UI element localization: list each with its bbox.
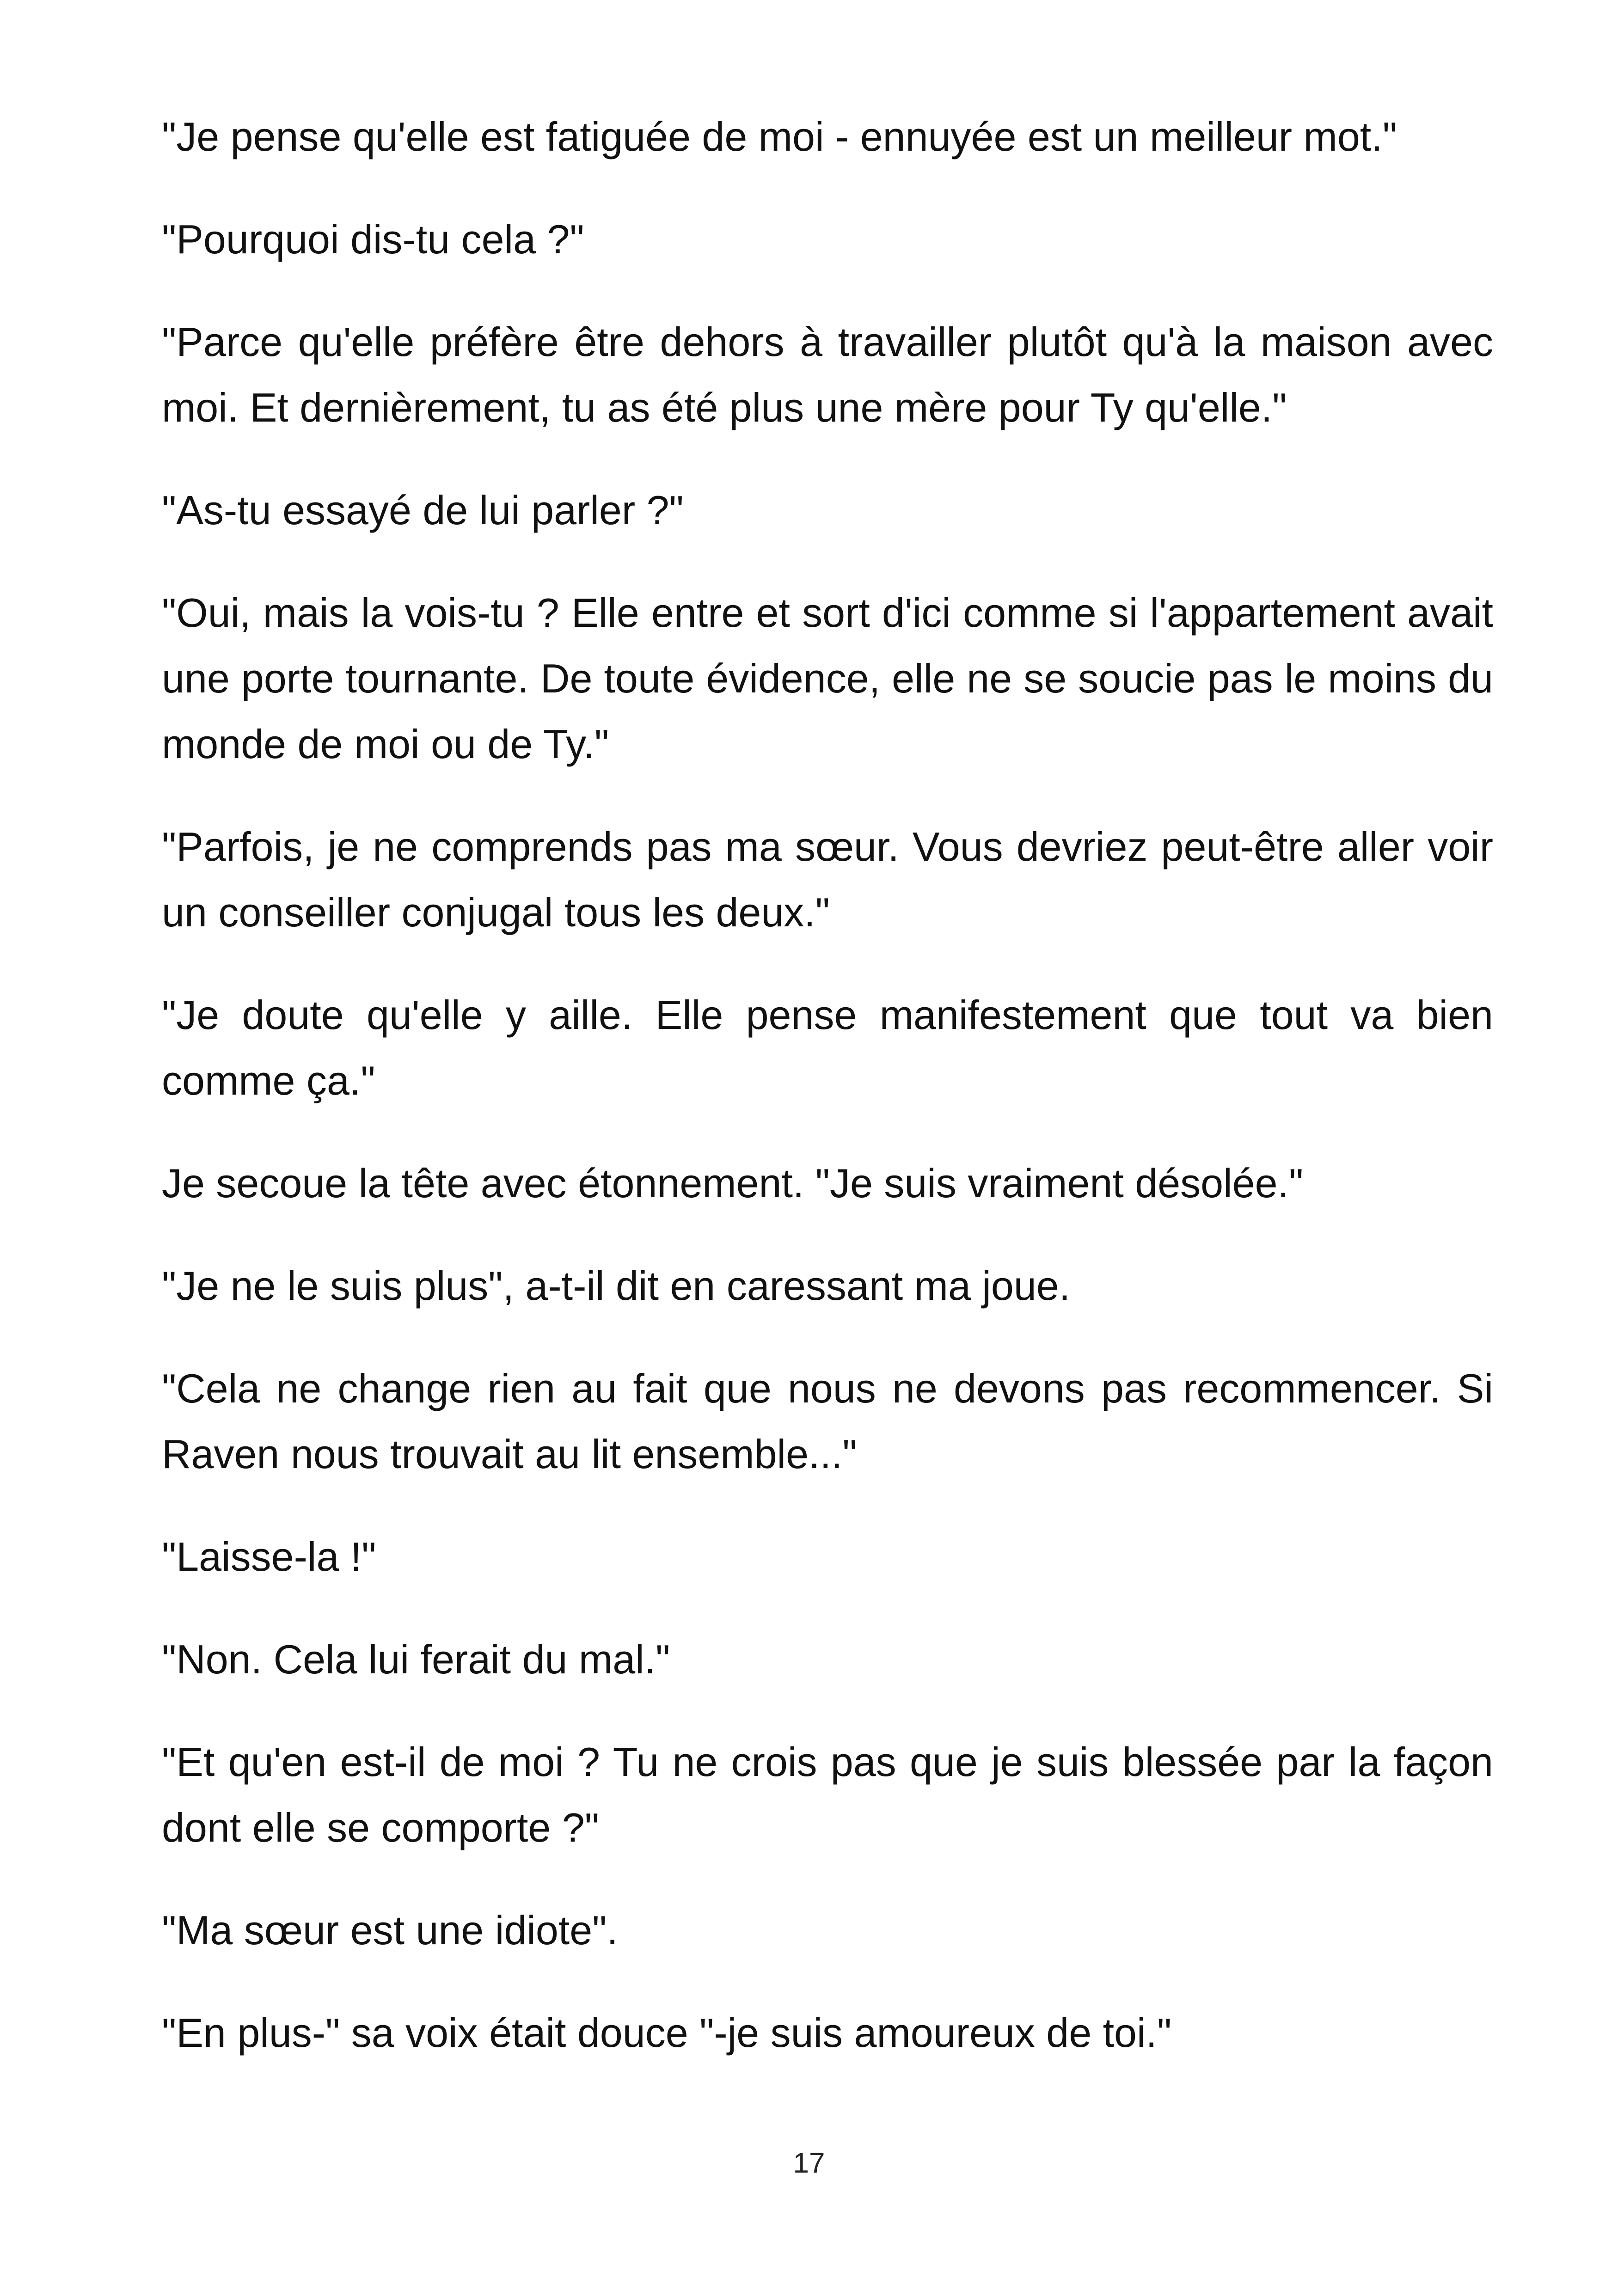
paragraph: "Oui, mais la vois-tu ? Elle entre et sort d'ici comme si l'appartement avait une porte tournante. De toute évidence, elle ne se soucie pas le moins du monde de moi ou de Ty." [162,590,1493,767]
paragraph: "Cela ne change rien au fait que nous ne devons pas recommencer. Si Raven nous trouvait au lit ensemble..." [162,1365,1493,1477]
paragraph: "Et qu'en est-il de moi ? Tu ne crois pas que je suis blessée par la façon dont elle se comporte ?" [162,1739,1493,1850]
paragraph: "Je ne le suis plus", a-t-il dit en caressant ma joue. [162,1263,1071,1309]
page-body [162,104,1493,2103]
paragraph: Je secoue la tête avec étonnement. "Je suis vraiment désolée." [162,1160,1304,1206]
paragraph: "Laisse-la !" [162,1534,376,1580]
paragraph: "Parce qu'elle préfère être dehors à travailler plutôt qu'à la maison avec moi. Et dernièrement, tu as été plus une mère pour Ty qu'elle." [162,319,1493,430]
page-number: 17 [793,2147,825,2179]
paragraph: "Je pense qu'elle est fatiguée de moi - ennuyée est un meilleur mot." [162,114,1397,159]
paragraph: "Pourquoi dis-tu cela ?" [162,216,584,262]
paragraph: "Je doute qu'elle y aille. Elle pense manifestement que tout va bien comme ça." [162,992,1493,1103]
paragraph: "Parfois, je ne comprends pas ma sœur. Vous devriez peut-être aller voir un conseiller conjugal tous les deux." [162,824,1493,935]
paragraph: "Ma sœur est une idiote". [162,1907,618,1953]
paragraph: "As-tu essayé de lui parler ?" [162,487,684,533]
paragraph: "Non. Cela lui ferait du mal." [162,1636,670,1682]
paragraph: "En plus-" sa voix était douce "-je suis amoureux de toi." [162,2010,1172,2056]
